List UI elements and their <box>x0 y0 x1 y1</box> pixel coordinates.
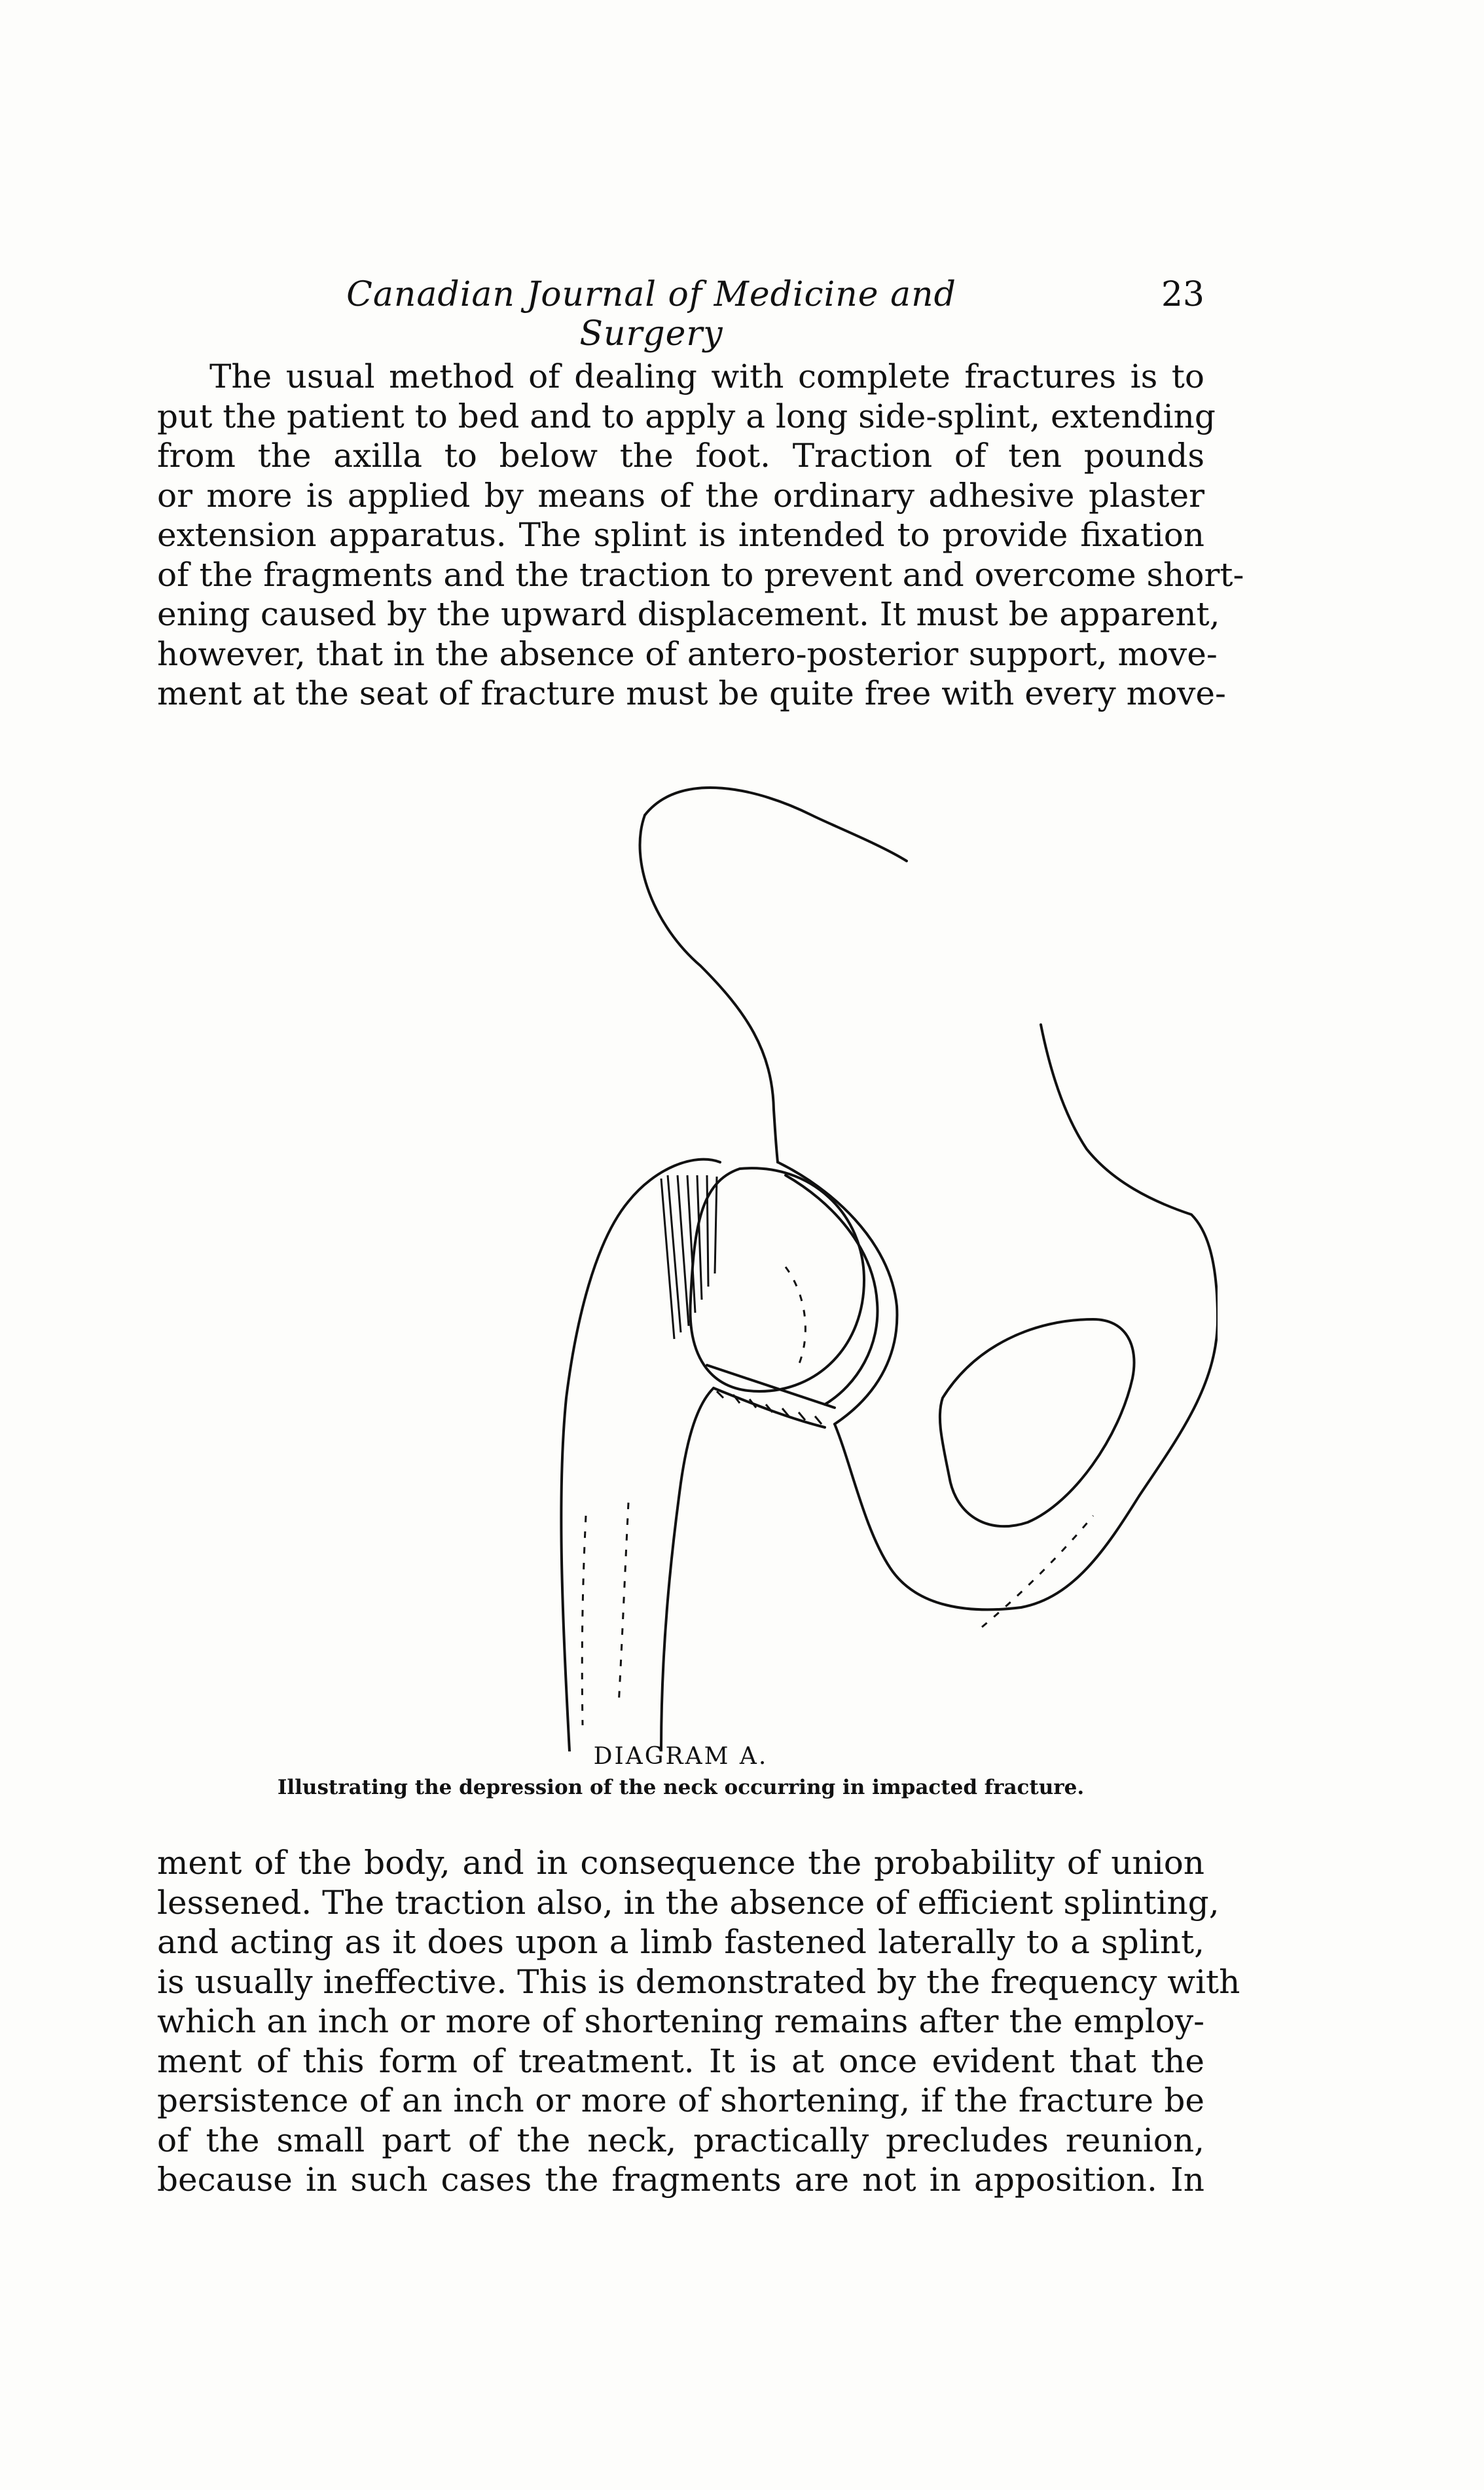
text-line: is usually ineffective. This is demonstrated by the frequency with <box>157 1962 1240 2001</box>
page-number: 23 <box>1161 275 1204 314</box>
figure-caption-text: Illustrating the depression of the neck occurring in impacted fracture. <box>277 1776 1085 1799</box>
text-line: ment at the seat of fracture must be quite free with every move- <box>157 674 1226 712</box>
text-line: put the patient to bed and to apply a long side-splint, extending <box>157 397 1216 435</box>
text-line: which an inch or more of shortening remains after the employ- <box>157 2002 1204 2040</box>
text-line: or more is applied by means of the ordinary adhesive plaster <box>157 476 1204 515</box>
running-title: Canadian Journal of Medicine and Surgery <box>346 275 956 354</box>
page-header <box>275 275 1204 354</box>
text-line: The usual method of dealing with complete fractures is to <box>209 357 1204 395</box>
text-line: lessened. The traction also, in the absence of efficient splinting, <box>157 1883 1220 1922</box>
text-line: and acting as it does upon a limb fastened laterally to a splint, <box>157 1923 1204 1961</box>
text-line: ment of the body, and in consequence the probability of union <box>157 1844 1204 1882</box>
text-line: of the small part of the neck, practically precludes reunion, <box>157 2121 1204 2159</box>
text-line: persistence of an inch or more of shortening, if the fracture be <box>157 2081 1204 2119</box>
text-line: because in such cases the fragments are not in apposition. In <box>157 2161 1204 2199</box>
text-line: of the fragments and the traction to prevent and overcome short- <box>157 555 1244 594</box>
hip-fracture-drawing <box>288 743 1218 1751</box>
paragraph-1 <box>157 357 1244 714</box>
paragraph-2 <box>157 1843 1240 2200</box>
text-line: ening caused by the upward displacement. It must be apparent, <box>157 595 1220 633</box>
text-line: however, that in the absence of antero-posterior support, move- <box>157 634 1218 673</box>
text-line: from the axilla to below the foot. Traction of ten pounds <box>157 437 1204 475</box>
figure-caption-title: DIAGRAM A. <box>593 1743 769 1770</box>
hip-joint-illustration <box>288 743 1218 1751</box>
text-line: extension apparatus. The splint is intended to provide fixation <box>157 516 1204 554</box>
text-line: ment of this form of treatment. It is at once evident that the <box>157 2041 1204 2080</box>
